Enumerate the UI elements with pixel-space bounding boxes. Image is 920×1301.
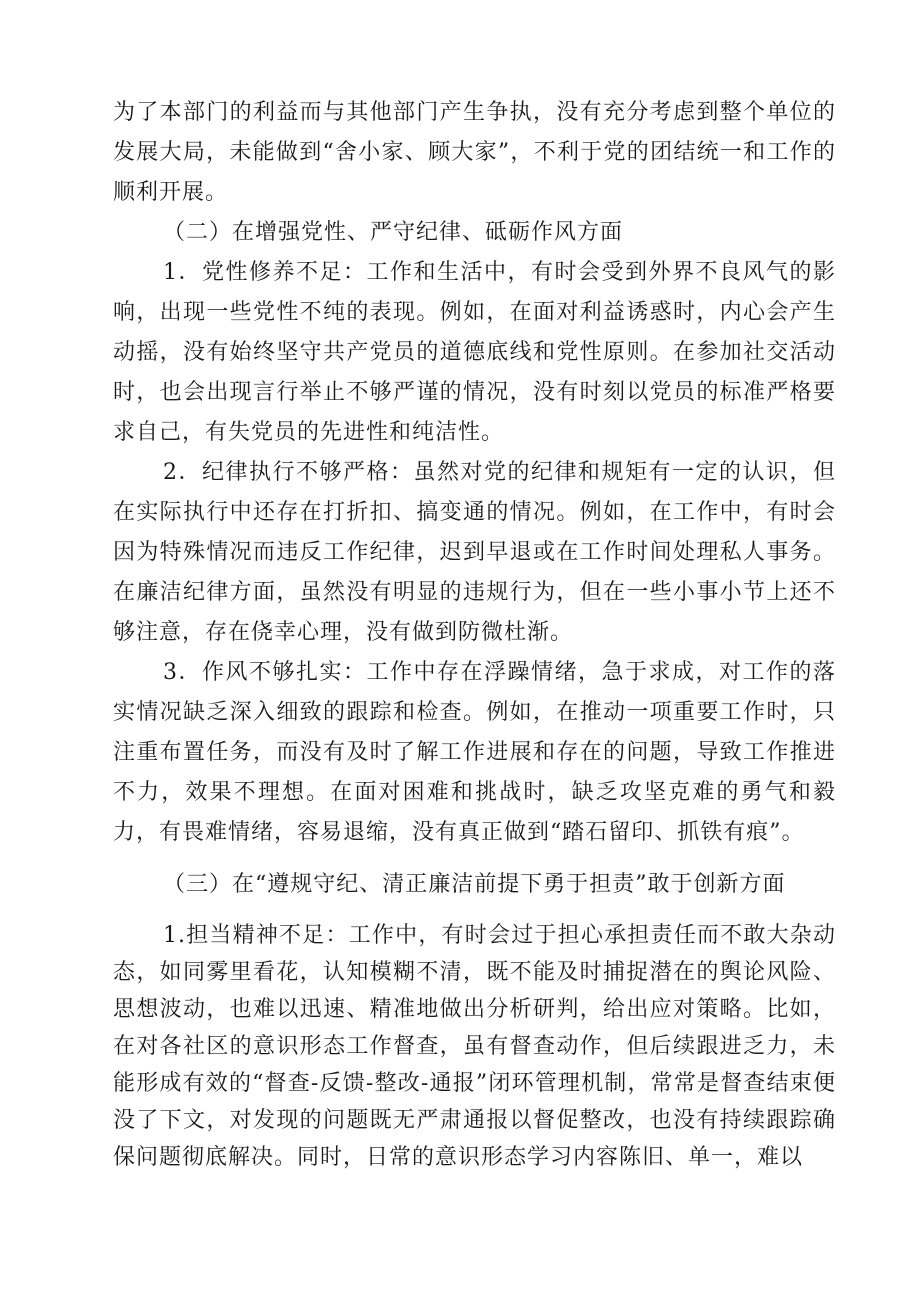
paragraph-item-2-3: 3．作风不够扎实：工作中存在浮躁情绪，急于求成，对工作的落实情况缺乏深入细致的跟踪和检查。例如，在推动一项重要工作时，只注重布置任务，而没有及时了解工作进展和存在的问题，导致工作推进不力，效果不理想。在面对困难和挑战时，缺乏攻坚克难的勇气和毅力，有畏难情绪，容易退缩，没有真正做到“踏石留印、抓铁有痕”。 [113,660,836,845]
section-heading-3: （三）在“遵规守纪、清正廉洁前提下勇于担责”敢于创新方面 [163,872,786,897]
paragraph-continuation: 为了本部门的利益而与其他部门产生争执，没有充分考虑到整个单位的发展大局，未能做到“舍小家、顾大家”，不利于党的团结统一和工作的顺利开展。 [113,100,836,205]
paragraph-item-2-2: 2．纪律执行不够严格：虽然对党的纪律和规矩有一定的认识，但在实际执行中还存在打折扣、搞变通的情况。例如，在工作中，有时会因为特殊情况而违反工作纪律，迟到早退或在工作时间处理私人事务。在廉洁纪律方面，虽然没有明显的违规行为，但在一些小事小节上还不够注意，存在侥幸心理，没有做到防微杜渐。 [113,460,836,645]
paragraph-item-2-1: 1．党性修养不足：工作和生活中，有时会受到外界不良风气的影响，出现一些党性不纯的表现。例如，在面对利益诱惑时，内心会产生动摇，没有始终坚守共产党员的道德底线和党性原则。在参加社交活动时，也会出现言行举止不够严谨的情况，没有时刻以党员的标准严格要求自己，有失党员的先进性和纯洁性。 [113,260,836,445]
section-heading-2: （二）在增强党性、严守纪律、砥砺作风方面 [163,220,624,245]
paragraph-item-3-1: 1.担当精神不足：工作中，有时会过于担心承担责任而不敢大杂动态，如同雾里看花，认知模糊不清，既不能及时捕捉潜在的舆论风险、思想波动，也难以迅速、精准地做出分析研判，给出应对策略。比如，在对各社区的意识形态工作督查，虽有督查动作，但后续跟进乏力，未能形成有效的“督查-反馈-整改-通报”闭环管理机制，常常是督查结束便没了下文，对发现的问题既无严肃通报以督促整改，也没有持续跟踪确保问题彻底解决。同时，日常的意识形态学习内容陈旧、单一，难以 [113,923,836,1170]
